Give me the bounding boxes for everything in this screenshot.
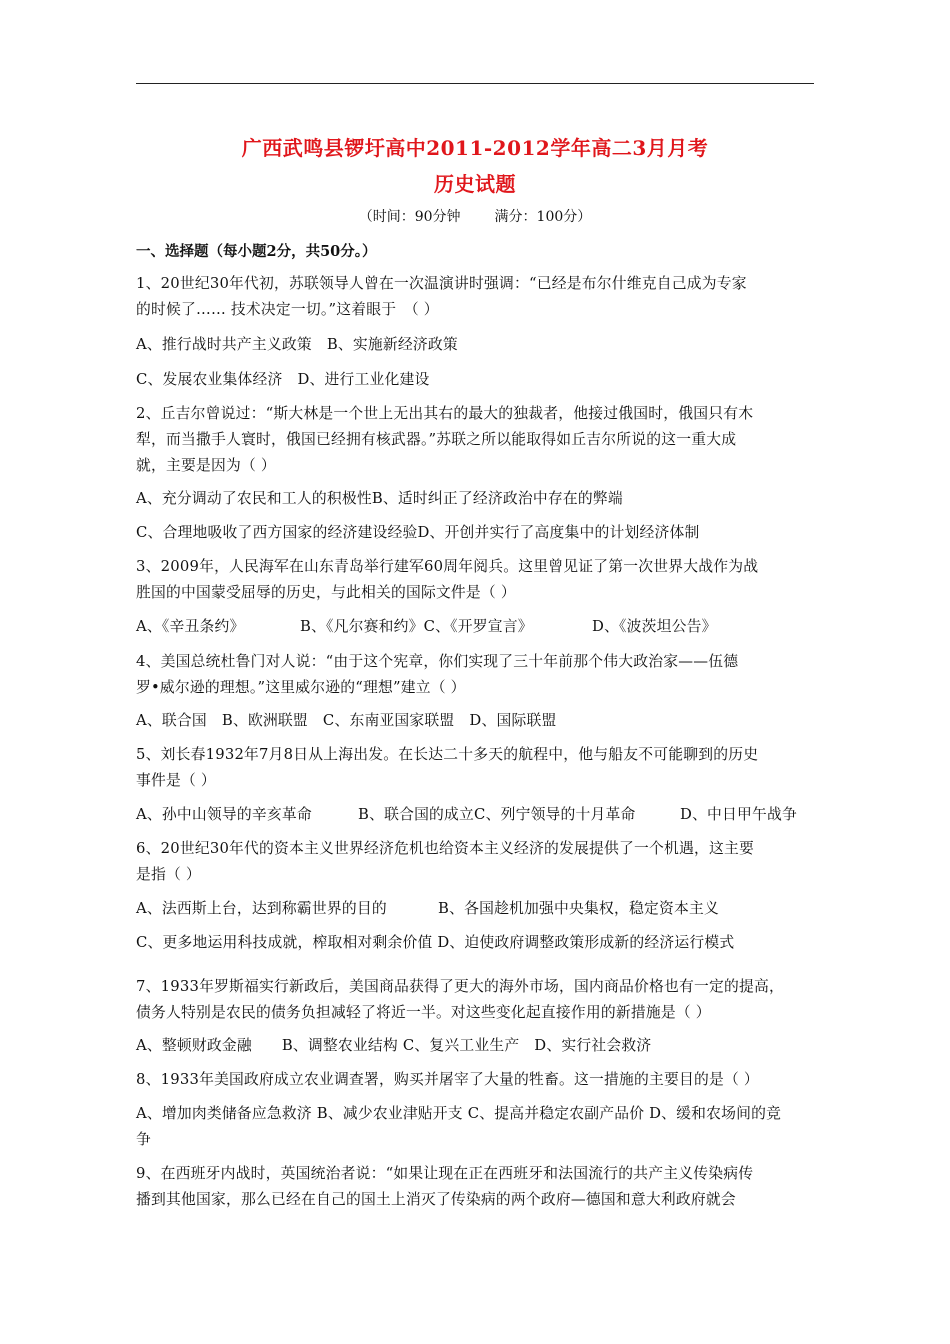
q2-stem-line: 2、丘吉尔曾说过：“斯大林是一个世上无出其右的最大的独裁者，他接过俄国时，俄国只有木 [136,405,754,422]
q6-options [136,897,719,918]
exam-subtitle: 历史试题 [434,172,516,196]
q5-options [136,803,797,824]
q5-stem-line: 5、刘长春1932年7月8日从上海出发。在长达二十多天的航程中，他与船友不可能聊到的历史 [136,746,759,763]
q1-option-line: C、发展农业集体经济 D、进行工业化建设 [136,371,430,388]
header-rule [136,83,814,84]
q5-option-d: D、中日甲午战争 [680,806,798,823]
q4-option-line: A、联合国 B、欧洲联盟 C、东南亚国家联盟 D、国际联盟 [136,712,557,729]
exam-meta [0,206,950,226]
q2-option-line: C、合理地吸收了西方国家的经济建设经验D、开创并实行了高度集中的计划经济体制 [136,524,700,541]
q6-option-b: B、各国趁机加强中央集权，稳定资本主义 [438,900,720,917]
q2-stem-line: 犁，而当撒手人寰时，俄国已经拥有核武器。”苏联之所以能取得如丘吉尔所说的这一重大成 [136,431,737,448]
q1-stem-line: 的时候了…… 技术决定一切。”这着眼于 （ ） [136,301,439,318]
q3-option-bc: B、《凡尔赛和约》C、《开罗宣言》 [300,618,533,635]
q3-options [136,615,717,636]
q1-option-line: A、推行战时共产主义政策 B、实施新经济政策 [136,336,458,353]
exam-score: 满分：100分） [494,209,592,225]
q7-option-line: A、整顿财政金融 B、调整农业结构 C、复兴工业生产 D、实行社会救济 [136,1037,652,1054]
q4-stem-line: 4、美国总统杜鲁门对人说：“由于这个宪章，你们实现了三十年前那个伟大政治家——伍德 [136,653,739,670]
exam-time: （时间：90分钟 [358,209,461,225]
q1-stem-line: 1、20世纪30年代初，苏联领导人曾在一次温演讲时强调：“已经是布尔什维克自己成为专家 [136,275,747,292]
q3-stem-line: 3、2009年，人民海军在山东青岛举行建军60周年阅兵。这里曾见证了第一次世界大战作为战 [136,558,759,575]
q7-stem-line: 7、1933年罗斯福实行新政后，美国商品获得了更大的海外市场，国内商品价格也有一定的提高， [136,978,784,995]
q3-option-a: A、《辛丑条约》 [136,618,245,635]
q5-option-a: A、孙中山领导的辛亥革命 [136,806,312,823]
q6-stem-line: 6、20世纪30年代的资本主义世界经济危机也给资本主义经济的发展提供了一个机遇，这主要 [136,840,754,857]
section-heading: 一、选择题（每小题2分，共50分。） [136,243,377,260]
q5-stem-line: 事件是（ ） [136,772,216,789]
q3-stem-line: 胜国的中国蒙受屈辱的历史，与此相关的国际文件是（ ） [136,584,516,601]
q3-option-d: D、《波茨坦公告》 [592,618,717,635]
q9-stem-line: 播到其他国家，那么已经在自己的国土上消灭了传染病的两个政府—德国和意大利政府就会 [136,1191,736,1208]
q2-option-line: A、充分调动了农民和工人的积极性B、适时纠正了经济政治中存在的弊端 [136,490,623,507]
q8-option-line: 争 [136,1131,151,1148]
q2-stem-line: 就，主要是因为（ ） [136,457,276,474]
q8-stem-line: 8、1933年美国政府成立农业调查署，购买并屠宰了大量的牲畜。这一措施的主要目的是（ ） [136,1071,759,1088]
q5-option-bc: B、联合国的成立C、列宁领导的十月革命 [358,806,636,823]
q4-stem-line: 罗•威尔逊的理想。”这里威尔逊的“理想”建立（ ） [136,679,466,696]
q6-option-line: C、更多地运用科技成就，榨取相对剩余价值 D、迫使政府调整政策形成新的经济运行模式 [136,934,735,951]
q6-option-a: A、法西斯上台，达到称霸世界的目的 [136,900,387,917]
q9-stem-line: 9、在西班牙内战时，英国统治者说：“如果让现在正在西班牙和法国流行的共产主义传染病传 [136,1165,754,1182]
exam-title: 广西武鸣县锣圩高中2011-2012学年高二3月月考 [241,136,709,160]
q7-stem-line: 债务人特别是农民的债务负担减轻了将近一半。对这些变化起直接作用的新措施是（ ） [136,1004,711,1021]
q8-option-line: A、增加肉类储备应急救济 B、减少农业津贴开支 C、提高并稳定农副产品价 D、缓和农场间的竞 [136,1105,782,1122]
q6-stem-line: 是指（ ） [136,866,201,883]
